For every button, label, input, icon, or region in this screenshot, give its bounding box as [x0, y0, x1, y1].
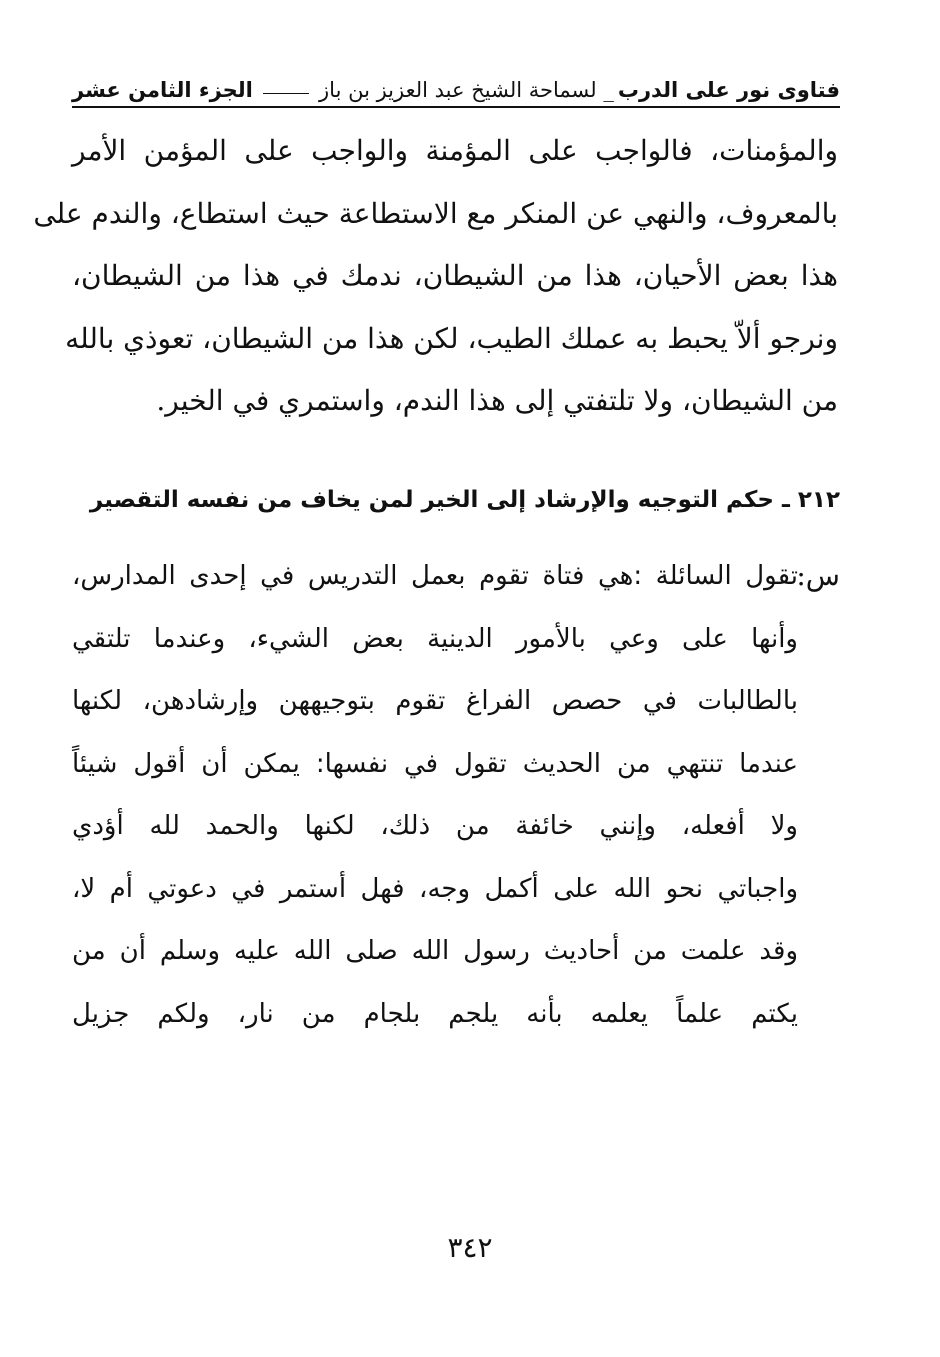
text-line: تقول السائلة :هي فتاة تقوم بعمل التدريس في إحدى المدارس، [72, 561, 798, 591]
text-line: بالطالبات في حصص الفراغ تقوم بتوجيههن وإرشادهن، لكنها [72, 686, 798, 716]
header-rule [263, 93, 309, 94]
text-line: وقد علمت من أحاديث رسول الله صلى الله عليه وسلم أن من [72, 936, 798, 966]
text-line: ولا أفعله، وإنني خائفة من ذلك، لكنها والحمد لله أؤدي [72, 811, 798, 841]
volume-label: الجزء الثامن عشر [72, 78, 253, 102]
running-header [72, 62, 840, 102]
text-line: هذا بعض الأحيان، هذا من الشيطان، ندمك في هذا من الشيطان، [72, 259, 838, 292]
question-paragraph [72, 545, 798, 1045]
text-line: وأنها على وعي بالأمور الدينية بعض الشيء، وعندما تلتقي [72, 623, 798, 654]
text-line: واجباتي نحو الله على أكمل وجه، فهل أستمر في دعوتي أم لا، [72, 873, 798, 904]
page-number: ٣٤٢ [447, 1231, 493, 1264]
text-line: والمؤمنات، فالواجب على المؤمنة والواجب على المؤمن الأمر [72, 134, 838, 167]
question-label: س: [796, 559, 840, 592]
text-line: من الشيطان، ولا تلتفتي إلى هذا الندم، واستمري في الخير. [156, 384, 838, 417]
text-line: عندما تنتهي من الحديث تقول في نفسها: يمكن أن أقول شيئاً [72, 748, 798, 779]
text-line: بالمعروف، والنهي عن المنكر مع الاستطاعة حيث استطاع، والندم على [33, 196, 838, 230]
section-heading: ٢١٢ ـ حكم التوجيه والإرشاد إلى الخير لمن يخاف من نفسه التقصير [89, 487, 840, 513]
author-name: _ لسماحة الشيخ عبد العزيز بن باز [319, 78, 614, 102]
book-title: فتاوى نور على الدرب [617, 78, 840, 102]
text-line: ونرجو ألاّ يحبط به عملك الطيب، لكن هذا من الشيطان، تعوذي بالله [65, 321, 838, 355]
header-divider [72, 106, 840, 108]
answer-paragraph [33, 120, 838, 433]
text-line: يكتم علماً يعلمه بأنه يلجم بلجام من نار، ولكم جزيل [72, 998, 798, 1029]
